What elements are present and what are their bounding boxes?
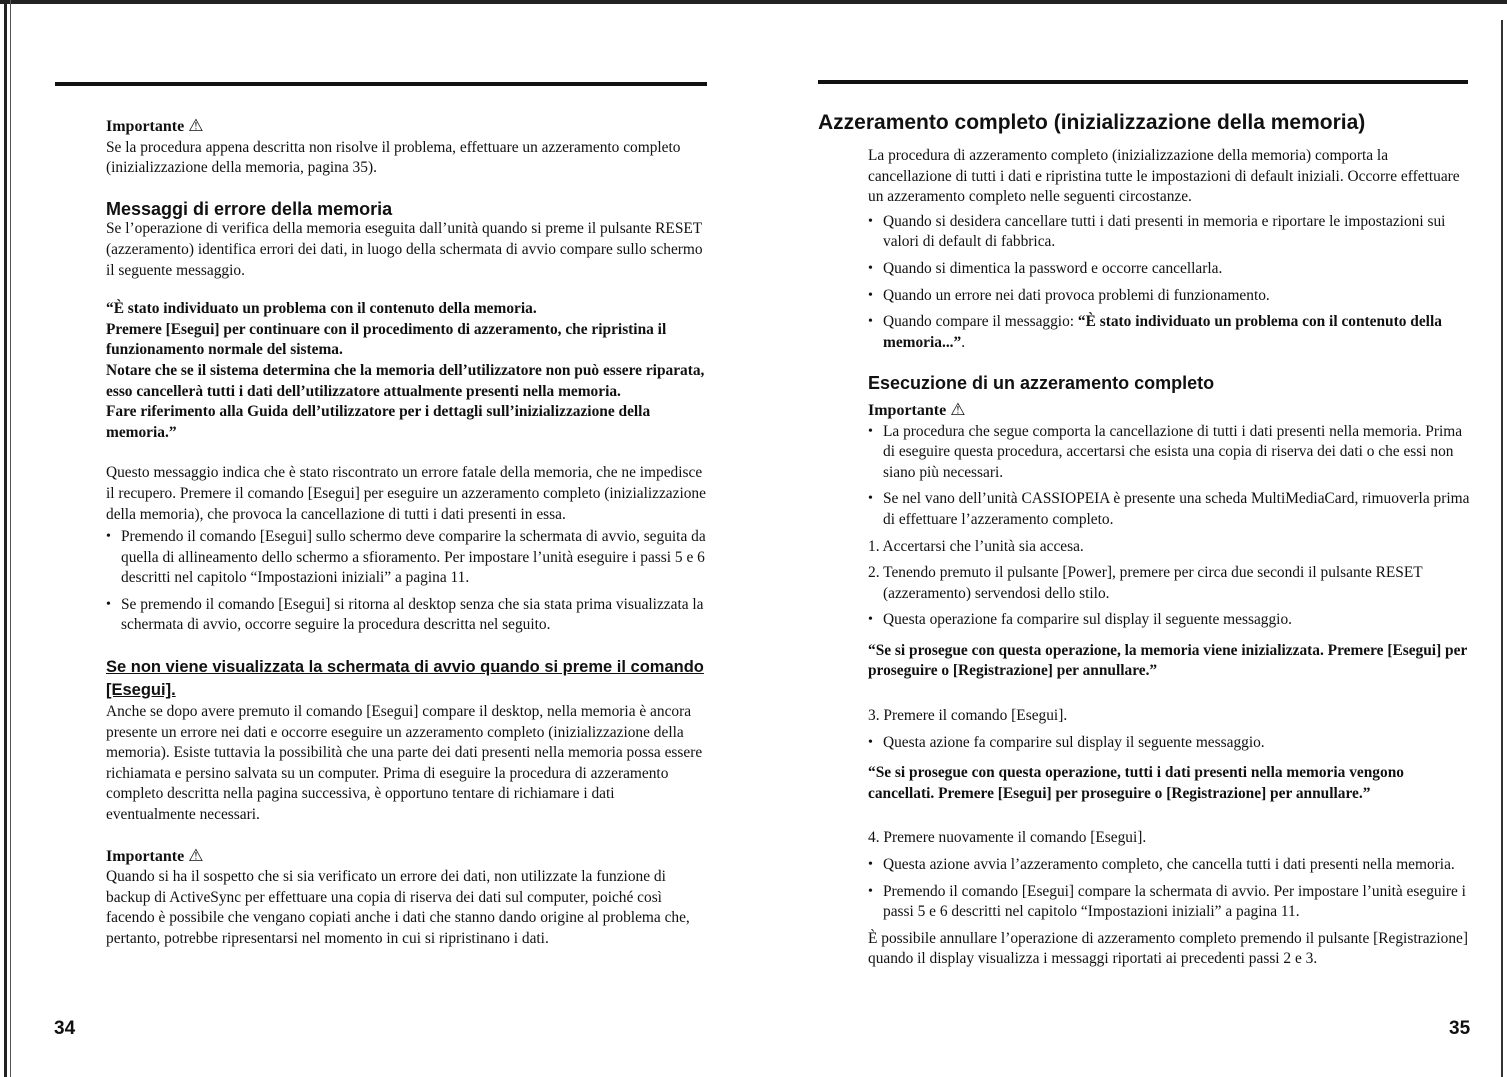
step-4: 4. Premere nuovamente il comando [Esegui]. — [868, 829, 1147, 847]
page-edge-right — [1501, 20, 1503, 1077]
important-heading — [868, 400, 1470, 422]
important-label: Importante — [868, 401, 947, 419]
list-item: • Premendo il comando [Esegui] compare la schermata di avvio. Per impostare l’unità eseguire i passi 5 e 6 descritti nel capitolo “Impostazioni iniziali” a pagina 11. — [868, 882, 1470, 923]
bullet-suffix: . — [961, 333, 966, 351]
important-text-2: Quando si ha il sospetto che si sia verificato un errore dei dati, non utilizzate la funzione di backup di ActiveSync per effettuare una copia di riserva dei dati sul computer, poiché così facendo è possibile che vengano copiati anche i dati che stanno dando origine al problema che, pertanto, potrebbe ripresentarsi nel momento in cui si ripristinano i dati. — [106, 868, 690, 947]
important-list — [868, 422, 1470, 531]
error-message-block: “È stato individuato un problema con il contenuto della memoria. Premere [Esegui] per continuare con il procedimento di azzeramento, che ripristina il funzionamento normale del sistema. Notare che se il sistema determina che la memoria dell’utilizzatore non può essere riparata, esso cancellerà tutti i dati dell’utilizzatore attualmente presenti nella memoria. Fare riferimento alla Guida dell’utilizzatore per i dettagli sull’inizializzazione della memoria.” — [106, 300, 705, 441]
warning-icon: ⚠ — [188, 116, 204, 135]
page-title: Azzeramento completo (inizializzazione della memoria) — [818, 111, 1366, 134]
important-heading-2 — [106, 846, 706, 868]
page-top-edge — [0, 0, 1507, 4]
step-2-list — [868, 610, 1470, 631]
right-page — [868, 146, 1470, 970]
errors-text: Se l’operazione di verifica della memoria eseguita dall’unità quando si preme il pulsante RESET (azzeramento) identifica errori dei dati, in luogo della schermata di avvio compare sullo schermo il seguente messaggio. — [106, 220, 703, 279]
important-text: Se la procedura appena descritta non risolve il problema, effettuare un azzeramento completo (inizializzazione della memoria, pagina 35). — [106, 138, 681, 177]
page-number-right: 35 — [1449, 1018, 1471, 1039]
important-heading — [106, 116, 706, 138]
list-item — [868, 312, 1470, 353]
bullet-bold-text: “È stato individuato un problema con il contenuto della memoria...” — [883, 313, 1442, 351]
final-text: È possibile annullare l’operazione di azzeramento completo premendo il pulsante [Registrazione] quando il display visualizza i messaggi riportati ai precedenti passi 2 e 3. — [868, 929, 1469, 968]
step-2: 2. Tenendo premuto il pulsante [Power], premere per circa due secondi il pulsante RESET (azzeramento) servendosi dello stilo. — [868, 564, 1423, 602]
list-item: • Quando si dimentica la password e occorre cancellarla. — [868, 259, 1470, 280]
list-item: • Quando un errore nei dati provoca problemi di funzionamento. — [868, 286, 1470, 307]
warning-icon: ⚠ — [950, 399, 966, 419]
left-page — [106, 116, 706, 950]
page-number-left: 34 — [54, 1018, 76, 1039]
list-item: • Premendo il comando [Esegui] sullo schermo deve comparire la schermata di avvio, seguita da quella di allineamento dello schermo a sfioramento. Per impostare l’unità eseguire i passi 5 e 6 descritti nel capitolo “Impostazioni iniziali” a pagina 11. — [106, 527, 706, 589]
important-label: Importante — [106, 118, 185, 135]
left-bullet-list — [106, 527, 706, 636]
subsection-heading: Se non viene visualizzata la schermata di avvio quando si preme il comando [Esegui]. — [106, 658, 704, 700]
step-3: 3. Premere il comando [Esegui]. — [868, 707, 1068, 725]
list-item: • Se premendo il comando [Esegui] si ritorna al desktop senza che sia stata prima visualizzata la schermata di avvio, occorre seguire la procedura descritta nel seguito. — [106, 595, 706, 636]
right-header-rule — [818, 80, 1468, 84]
list-item: • Quando si desidera cancellare tutti i dati presenti in memoria e riportare le impostazioni sui valori di default di fabbrica. — [868, 212, 1470, 253]
fatal-error-text: Questo messaggio indica che è stato riscontrato un errore fatale della memoria, che ne impedisce il recupero. Premere il comando [Esegui] per eseguire un azzeramento completo (inizializzazione della memoria), che provoca la cancellazione di tutti i dati presenti in essa. — [106, 464, 706, 523]
bullet-text: Quando compare il messaggio: — [883, 313, 1078, 331]
message-2: “Se si prosegue con questa operazione, tutti i dati presenti nella memoria vengono cancellati. Premere [Esegui] per proseguire o [Registrazione] per annullare.” — [868, 764, 1404, 802]
errors-heading: Messaggi di errore della memoria — [106, 198, 393, 219]
list-item: • La procedura che segue comporta la cancellazione di tutti i dati presenti nella memoria. Prima di eseguire questa procedura, accertarsi che esista una copia di riserva dei dati o che essi non siano più necessari. — [868, 422, 1470, 484]
circumstances-list — [868, 212, 1470, 354]
step-4-list — [868, 855, 1470, 923]
step-1: 1. Accertarsi che l’unità sia accesa. — [868, 537, 1084, 555]
section-heading: Esecuzione di un azzeramento completo — [868, 373, 1215, 394]
list-item: • Questa azione fa comparire sul display il seguente messaggio. — [868, 733, 1470, 754]
list-item: • Questa azione avvia l’azzeramento completo, che cancella tutti i dati presenti nella memoria. — [868, 855, 1470, 876]
important-label: Importante — [106, 847, 185, 865]
binding-edge-left-inner — [10, 0, 11, 1077]
step-3-list — [868, 733, 1470, 754]
list-item: • Questa operazione fa comparire sul display il seguente messaggio. — [868, 610, 1470, 631]
intro-text: La procedura di azzeramento completo (inizializzazione della memoria) comporta la cancellazione di tutti i dati e ripristina tutte le impostazioni di default iniziali. Occorre effettuare un azzeramento completo nelle seguenti circostanze. — [868, 147, 1460, 206]
left-header-rule — [55, 82, 707, 86]
list-item: • Se nel vano dell’unità CASSIOPEIA è presente una scheda MultiMediaCard, rimuoverla prima di effettuare l’azzeramento completo. — [868, 489, 1470, 530]
subsection-text: Anche se dopo avere premuto il comando [Esegui] compare il desktop, nella memoria è ancora presente un errore nei dati e occorre eseguire un azzeramento completo (inizializzazione della memoria). Esiste tuttavia la possibilità che una parte dei dati presenti nella memoria possa essere richiamata e persino salvata su un computer. Prima di eseguire la procedura di azzeramento completo descritta nella pagina successiva, è opportuno tentare di richiamare i dati eventualmente necessari. — [106, 703, 703, 824]
binding-edge-left — [4, 0, 7, 1077]
warning-icon: ⚠ — [188, 845, 204, 865]
message-1: “Se si prosegue con questa operazione, la memoria viene inizializzata. Premere [Esegui] per proseguire o [Registrazione] per annullare.” — [868, 641, 1467, 680]
